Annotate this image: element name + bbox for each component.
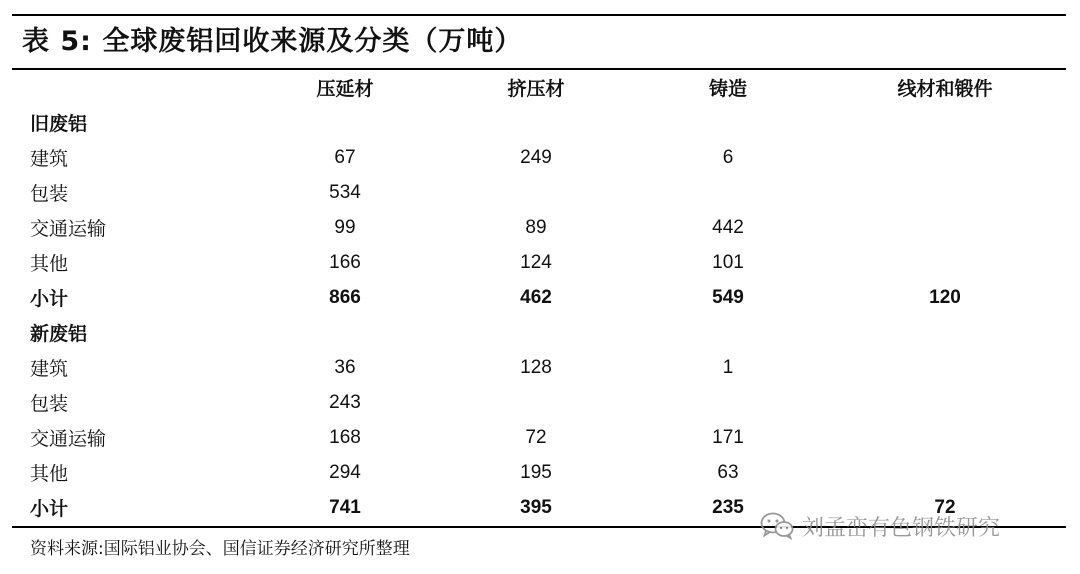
scrap-aluminum-table <box>12 70 1066 525</box>
value-cell <box>824 245 1066 280</box>
watermark <box>760 508 1000 544</box>
value-cell <box>824 385 1066 420</box>
value-cell: 67 <box>334 146 356 168</box>
table-row <box>12 140 1066 175</box>
value-cell <box>824 315 1066 350</box>
value-cell <box>440 315 632 350</box>
value-cell: 99 <box>334 216 356 238</box>
table-row <box>12 420 1066 455</box>
section-row <box>12 315 1066 350</box>
value-cell: 235 <box>712 496 744 518</box>
value-cell: 6 <box>722 146 734 168</box>
value-cell: 549 <box>712 286 744 308</box>
value-cell <box>824 140 1066 175</box>
value-cell <box>824 350 1066 385</box>
value-cell <box>824 175 1066 210</box>
table-row <box>12 210 1066 245</box>
column-header: 挤压材 <box>507 78 565 100</box>
header-row <box>12 70 1066 105</box>
value-cell <box>824 455 1066 490</box>
table-row <box>12 245 1066 280</box>
section-row <box>12 105 1066 140</box>
row-label: 其他 <box>30 463 69 485</box>
value-cell: 63 <box>717 461 739 483</box>
column-header: 线材和锻件 <box>897 78 993 100</box>
value-cell: 120 <box>929 286 961 308</box>
value-cell <box>824 105 1066 140</box>
subtotal-row <box>12 280 1066 315</box>
value-cell: 534 <box>329 181 361 203</box>
value-cell <box>824 420 1066 455</box>
value-cell: 168 <box>329 426 361 448</box>
value-cell <box>632 105 824 140</box>
table-row <box>12 350 1066 385</box>
watermark-text: 刘孟峦有色钢铁研究 <box>802 515 1001 541</box>
value-cell: 866 <box>329 286 361 308</box>
value-cell <box>250 315 440 350</box>
value-cell: 442 <box>712 216 744 238</box>
column-header: 铸造 <box>708 78 747 100</box>
value-cell <box>824 210 1066 245</box>
value-cell: 1 <box>722 356 734 378</box>
value-cell: 395 <box>520 496 552 518</box>
table-row <box>12 175 1066 210</box>
row-label: 其他 <box>30 253 69 275</box>
row-label: 交通运输 <box>30 218 107 240</box>
row-label: 新废铝 <box>30 323 88 345</box>
value-cell: 243 <box>329 391 361 413</box>
value-cell: 462 <box>520 286 552 308</box>
column-header <box>12 70 250 105</box>
value-cell: 72 <box>525 426 547 448</box>
row-label: 交通运输 <box>30 428 107 450</box>
value-cell: 171 <box>712 426 744 448</box>
value-cell <box>250 105 440 140</box>
row-label: 包装 <box>30 183 69 205</box>
column-header: 压延材 <box>316 78 374 100</box>
row-label: 包装 <box>30 393 69 415</box>
value-cell: 101 <box>712 251 744 273</box>
value-cell <box>632 385 824 420</box>
value-cell <box>440 105 632 140</box>
table-title: 表 5: 全球废铝回收来源及分类（万吨） <box>22 26 523 57</box>
value-cell <box>440 175 632 210</box>
value-cell: 741 <box>329 496 361 518</box>
value-cell: 89 <box>525 216 547 238</box>
value-cell <box>440 385 632 420</box>
row-label: 小计 <box>30 498 69 520</box>
top-rule <box>12 14 1066 16</box>
table-row <box>12 455 1066 490</box>
wechat-icon <box>760 512 794 540</box>
value-cell: 166 <box>329 251 361 273</box>
value-cell <box>632 315 824 350</box>
table-row <box>12 385 1066 420</box>
row-label: 建筑 <box>30 358 69 380</box>
value-cell: 294 <box>329 461 361 483</box>
value-cell: 72 <box>934 496 956 518</box>
value-cell: 128 <box>520 356 552 378</box>
value-cell: 124 <box>520 251 552 273</box>
source-note: 资料来源:国际铝业协会、国信证券经济研究所整理 <box>30 539 410 559</box>
value-cell: 36 <box>334 356 356 378</box>
value-cell: 249 <box>520 146 552 168</box>
row-label: 小计 <box>30 288 69 310</box>
row-label: 旧废铝 <box>30 113 88 135</box>
value-cell <box>632 175 824 210</box>
value-cell: 195 <box>520 461 552 483</box>
row-label: 建筑 <box>30 148 69 170</box>
